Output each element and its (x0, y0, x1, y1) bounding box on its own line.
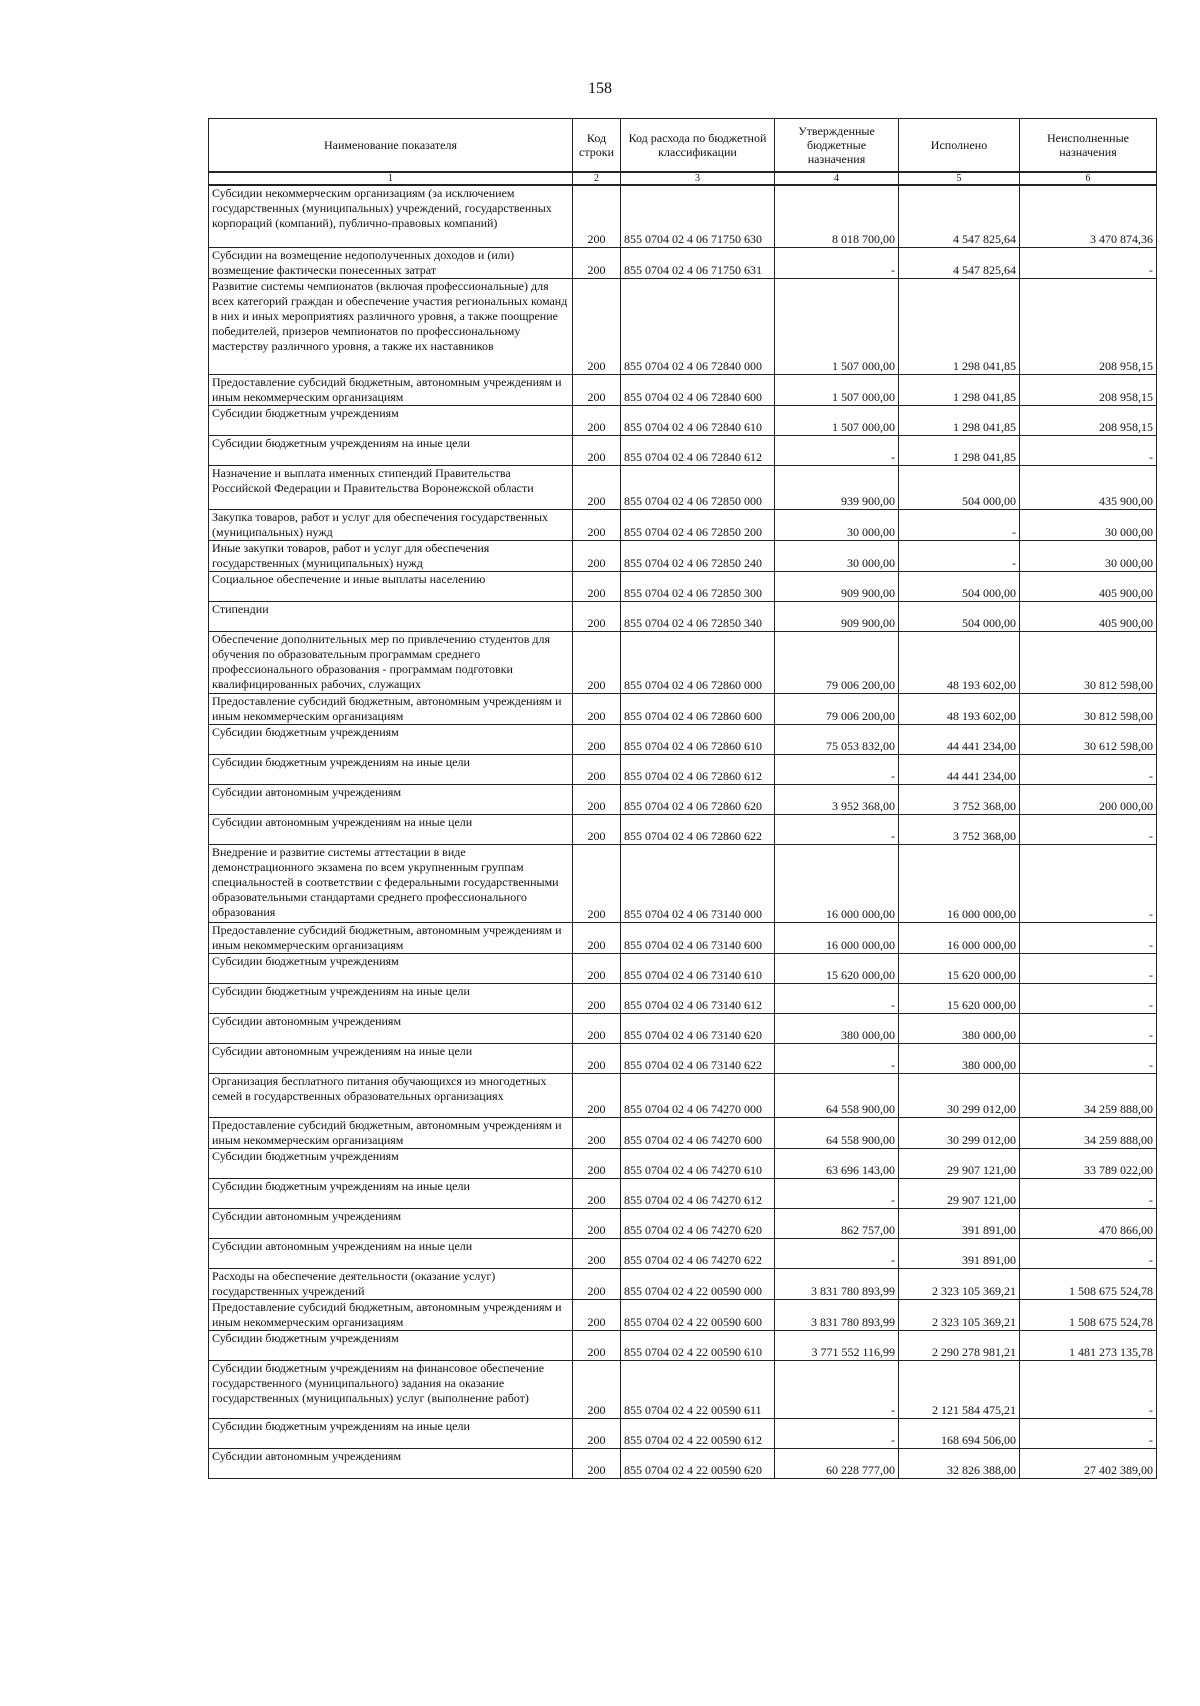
header-code: Код строки (573, 119, 621, 173)
row-approved-amount: 1 507 000,00 (775, 278, 899, 374)
table-row (209, 1299, 1157, 1330)
row-executed-amount: 44 441 234,00 (899, 754, 1020, 784)
header-unexecuted: Неисполненные назначения (1020, 119, 1157, 173)
column-number: 3 (621, 172, 775, 185)
row-name: Субсидии бюджетным учреждениям на иные цели (209, 1178, 573, 1208)
row-classification-code: 855 0704 02 4 06 72840 610 (621, 405, 775, 435)
row-executed-amount: 15 620 000,00 (899, 953, 1020, 983)
row-code: 200 (573, 953, 621, 983)
row-executed-amount: 2 323 105 369,21 (899, 1299, 1020, 1330)
row-code: 200 (573, 1268, 621, 1299)
column-number: 4 (775, 172, 899, 185)
row-code: 200 (573, 1299, 621, 1330)
row-name: Предоставление субсидий бюджетным, автономным учреждениям и иным некоммерческим организациям (209, 693, 573, 724)
table-row (209, 185, 1157, 247)
row-unexecuted-amount: 3 470 874,36 (1020, 185, 1157, 247)
row-executed-amount: 15 620 000,00 (899, 983, 1020, 1013)
row-unexecuted-amount: 1 508 675 524,78 (1020, 1299, 1157, 1330)
row-executed-amount: 48 193 602,00 (899, 631, 1020, 693)
row-unexecuted-amount: 33 789 022,00 (1020, 1148, 1157, 1178)
row-classification-code: 855 0704 02 4 06 73140 620 (621, 1013, 775, 1043)
row-classification-code: 855 0704 02 4 06 72850 200 (621, 509, 775, 540)
row-code: 200 (573, 374, 621, 405)
row-classification-code: 855 0704 02 4 06 74270 612 (621, 1178, 775, 1208)
row-name: Субсидии автономным учреждениям (209, 1013, 573, 1043)
table-row (209, 1238, 1157, 1268)
row-classification-code: 855 0704 02 4 22 00590 600 (621, 1299, 775, 1330)
row-unexecuted-amount: - (1020, 1418, 1157, 1448)
row-executed-amount: 30 299 012,00 (899, 1073, 1020, 1117)
table-row (209, 1208, 1157, 1238)
table-row (209, 1330, 1157, 1360)
row-unexecuted-amount: 435 900,00 (1020, 465, 1157, 509)
row-executed-amount: 1 298 041,85 (899, 405, 1020, 435)
row-executed-amount: 2 323 105 369,21 (899, 1268, 1020, 1299)
row-name: Субсидии бюджетным учреждениям на иные цели (209, 435, 573, 465)
table-row (209, 1073, 1157, 1117)
row-executed-amount: 504 000,00 (899, 601, 1020, 631)
row-name: Субсидии автономным учреждениям на иные цели (209, 1238, 573, 1268)
table-row (209, 247, 1157, 278)
table-row (209, 1178, 1157, 1208)
row-code: 200 (573, 1360, 621, 1418)
row-classification-code: 855 0704 02 4 06 74270 600 (621, 1117, 775, 1148)
row-approved-amount: 16 000 000,00 (775, 844, 899, 922)
row-unexecuted-amount: 30 612 598,00 (1020, 724, 1157, 754)
row-name: Предоставление субсидий бюджетным, автономным учреждениям и иным некоммерческим организациям (209, 922, 573, 953)
row-unexecuted-amount: 1 508 675 524,78 (1020, 1268, 1157, 1299)
table-row (209, 1268, 1157, 1299)
row-unexecuted-amount: 208 958,15 (1020, 278, 1157, 374)
row-classification-code: 855 0704 02 4 06 72850 240 (621, 540, 775, 571)
row-unexecuted-amount: 405 900,00 (1020, 601, 1157, 631)
row-code: 200 (573, 1448, 621, 1478)
row-approved-amount: 380 000,00 (775, 1013, 899, 1043)
table-row (209, 571, 1157, 601)
row-classification-code: 855 0704 02 4 06 71750 631 (621, 247, 775, 278)
row-executed-amount: 32 826 388,00 (899, 1448, 1020, 1478)
row-code: 200 (573, 631, 621, 693)
row-approved-amount: - (775, 1178, 899, 1208)
row-approved-amount: - (775, 754, 899, 784)
row-code: 200 (573, 1178, 621, 1208)
row-name: Субсидии бюджетным учреждениям (209, 1148, 573, 1178)
row-approved-amount: 3 952 368,00 (775, 784, 899, 814)
row-executed-amount: 380 000,00 (899, 1013, 1020, 1043)
row-name: Субсидии автономным учреждениям на иные цели (209, 1043, 573, 1073)
row-unexecuted-amount: 34 259 888,00 (1020, 1073, 1157, 1117)
table-row (209, 540, 1157, 571)
row-unexecuted-amount: - (1020, 435, 1157, 465)
table-row (209, 754, 1157, 784)
row-classification-code: 855 0704 02 4 22 00590 612 (621, 1418, 775, 1448)
row-unexecuted-amount: - (1020, 754, 1157, 784)
row-code: 200 (573, 1043, 621, 1073)
table-row (209, 922, 1157, 953)
row-unexecuted-amount: 30 812 598,00 (1020, 693, 1157, 724)
table-row (209, 693, 1157, 724)
row-code: 200 (573, 754, 621, 784)
row-approved-amount: 30 000,00 (775, 540, 899, 571)
row-executed-amount: 29 907 121,00 (899, 1148, 1020, 1178)
row-classification-code: 855 0704 02 4 22 00590 610 (621, 1330, 775, 1360)
row-classification-code: 855 0704 02 4 06 72840 600 (621, 374, 775, 405)
table-row (209, 1148, 1157, 1178)
row-approved-amount: 1 507 000,00 (775, 374, 899, 405)
row-approved-amount: 909 900,00 (775, 601, 899, 631)
row-approved-amount: 79 006 200,00 (775, 631, 899, 693)
row-code: 200 (573, 922, 621, 953)
row-name: Субсидии бюджетным учреждениям на иные цели (209, 754, 573, 784)
table-row (209, 1043, 1157, 1073)
row-unexecuted-amount: - (1020, 1178, 1157, 1208)
row-unexecuted-amount: 1 481 273 135,78 (1020, 1330, 1157, 1360)
row-code: 200 (573, 509, 621, 540)
row-unexecuted-amount: - (1020, 247, 1157, 278)
row-code: 200 (573, 693, 621, 724)
row-name: Субсидии автономным учреждениям на иные цели (209, 814, 573, 844)
row-code: 200 (573, 278, 621, 374)
row-approved-amount: 862 757,00 (775, 1208, 899, 1238)
row-unexecuted-amount: 30 812 598,00 (1020, 631, 1157, 693)
table-row (209, 509, 1157, 540)
row-executed-amount: 1 298 041,85 (899, 435, 1020, 465)
table-row (209, 953, 1157, 983)
row-unexecuted-amount: - (1020, 1360, 1157, 1418)
row-executed-amount: 2 290 278 981,21 (899, 1330, 1020, 1360)
row-classification-code: 855 0704 02 4 22 00590 620 (621, 1448, 775, 1478)
row-unexecuted-amount: - (1020, 1013, 1157, 1043)
row-name: Назначение и выплата именных стипендий Правительства Российской Федерации и Правительства Воронежской области (209, 465, 573, 509)
row-classification-code: 855 0704 02 4 06 73140 000 (621, 844, 775, 922)
row-approved-amount: 60 228 777,00 (775, 1448, 899, 1478)
row-executed-amount: 504 000,00 (899, 465, 1020, 509)
row-unexecuted-amount: 30 000,00 (1020, 540, 1157, 571)
row-name: Субсидии бюджетным учреждениям (209, 405, 573, 435)
row-approved-amount: 64 558 900,00 (775, 1117, 899, 1148)
row-unexecuted-amount: 27 402 389,00 (1020, 1448, 1157, 1478)
row-name: Обеспечение дополнительных мер по привлечению студентов для обучения по образовательным программам среднего профессионального образования - программам подготовки квалифицированных рабочих, служащих (209, 631, 573, 693)
row-approved-amount: - (775, 1238, 899, 1268)
row-name: Субсидии на возмещение недополученных доходов и (или) возмещение фактически понесенных затрат (209, 247, 573, 278)
row-name: Субсидии бюджетным учреждениям на финансовое обеспечение государственного (муниципального) задания на оказание государственных (муниципальных) услуг (выполнение работ) (209, 1360, 573, 1418)
column-number: 6 (1020, 172, 1157, 185)
row-approved-amount: - (775, 983, 899, 1013)
row-executed-amount: 44 441 234,00 (899, 724, 1020, 754)
row-unexecuted-amount: - (1020, 1238, 1157, 1268)
row-classification-code: 855 0704 02 4 06 74270 000 (621, 1073, 775, 1117)
table-row (209, 1013, 1157, 1043)
table-row (209, 983, 1157, 1013)
row-classification-code: 855 0704 02 4 06 74270 622 (621, 1238, 775, 1268)
row-approved-amount: 75 053 832,00 (775, 724, 899, 754)
table-row (209, 435, 1157, 465)
row-name: Стипендии (209, 601, 573, 631)
row-code: 200 (573, 1117, 621, 1148)
row-executed-amount: 48 193 602,00 (899, 693, 1020, 724)
row-classification-code: 855 0704 02 4 06 72860 000 (621, 631, 775, 693)
row-executed-amount: 1 298 041,85 (899, 278, 1020, 374)
row-executed-amount: 4 547 825,64 (899, 247, 1020, 278)
table-body (209, 185, 1157, 1478)
row-executed-amount: 2 121 584 475,21 (899, 1360, 1020, 1418)
row-code: 200 (573, 1238, 621, 1268)
row-executed-amount: 4 547 825,64 (899, 185, 1020, 247)
column-number: 1 (209, 172, 573, 185)
row-code: 200 (573, 247, 621, 278)
row-name: Субсидии бюджетным учреждениям на иные цели (209, 983, 573, 1013)
table-row (209, 374, 1157, 405)
row-unexecuted-amount: 200 000,00 (1020, 784, 1157, 814)
row-approved-amount: - (775, 435, 899, 465)
row-approved-amount: 939 900,00 (775, 465, 899, 509)
row-approved-amount: 1 507 000,00 (775, 405, 899, 435)
row-name: Социальное обеспечение и иные выплаты населению (209, 571, 573, 601)
row-code: 200 (573, 814, 621, 844)
row-name: Субсидии бюджетным учреждениям (209, 1330, 573, 1360)
row-classification-code: 855 0704 02 4 06 73140 622 (621, 1043, 775, 1073)
row-executed-amount: - (899, 540, 1020, 571)
row-executed-amount: 3 752 368,00 (899, 814, 1020, 844)
table-row (209, 405, 1157, 435)
column-number: 5 (899, 172, 1020, 185)
row-classification-code: 855 0704 02 4 06 72860 610 (621, 724, 775, 754)
row-unexecuted-amount: - (1020, 844, 1157, 922)
row-executed-amount: 380 000,00 (899, 1043, 1020, 1073)
row-code: 200 (573, 435, 621, 465)
row-classification-code: 855 0704 02 4 06 72860 612 (621, 754, 775, 784)
table-row (209, 1117, 1157, 1148)
row-unexecuted-amount: 34 259 888,00 (1020, 1117, 1157, 1148)
page-number: 158 (588, 80, 612, 97)
row-name: Субсидии бюджетным учреждениям (209, 724, 573, 754)
row-code: 200 (573, 1073, 621, 1117)
header-approved: Утвержденные бюджетные назначения (775, 119, 899, 173)
row-approved-amount: - (775, 1043, 899, 1073)
row-approved-amount: 64 558 900,00 (775, 1073, 899, 1117)
row-name: Субсидии бюджетным учреждениям (209, 953, 573, 983)
row-approved-amount: - (775, 1360, 899, 1418)
row-executed-amount: 16 000 000,00 (899, 922, 1020, 953)
header-classification: Код расхода по бюджетной классификации (621, 119, 775, 173)
row-code: 200 (573, 1148, 621, 1178)
row-approved-amount: 8 018 700,00 (775, 185, 899, 247)
row-unexecuted-amount: - (1020, 814, 1157, 844)
row-executed-amount: 29 907 121,00 (899, 1178, 1020, 1208)
table-row (209, 465, 1157, 509)
row-code: 200 (573, 983, 621, 1013)
row-classification-code: 855 0704 02 4 06 71750 630 (621, 185, 775, 247)
row-name: Расходы на обеспечение деятельности (оказание услуг) государственных учреждений (209, 1268, 573, 1299)
row-executed-amount: 504 000,00 (899, 571, 1020, 601)
row-name: Субсидии автономным учреждениям (209, 1208, 573, 1238)
row-approved-amount: 63 696 143,00 (775, 1148, 899, 1178)
row-unexecuted-amount: 470 866,00 (1020, 1208, 1157, 1238)
row-executed-amount: 1 298 041,85 (899, 374, 1020, 405)
row-approved-amount: - (775, 1418, 899, 1448)
table-row (209, 1360, 1157, 1418)
row-unexecuted-amount: 30 000,00 (1020, 509, 1157, 540)
table-row (209, 784, 1157, 814)
row-code: 200 (573, 465, 621, 509)
row-approved-amount: - (775, 814, 899, 844)
row-classification-code: 855 0704 02 4 22 00590 000 (621, 1268, 775, 1299)
row-executed-amount: 391 891,00 (899, 1238, 1020, 1268)
budget-execution-table (208, 118, 1157, 1479)
row-classification-code: 855 0704 02 4 06 72850 000 (621, 465, 775, 509)
row-approved-amount: 3 831 780 893,99 (775, 1299, 899, 1330)
row-approved-amount: 909 900,00 (775, 571, 899, 601)
row-executed-amount: 16 000 000,00 (899, 844, 1020, 922)
row-code: 200 (573, 784, 621, 814)
row-code: 200 (573, 1418, 621, 1448)
row-classification-code: 855 0704 02 4 06 72850 340 (621, 601, 775, 631)
table-header-row (209, 119, 1157, 173)
table-row (209, 631, 1157, 693)
row-name: Иные закупки товаров, работ и услуг для обеспечения государственных (муниципальных) нужд (209, 540, 573, 571)
row-code: 200 (573, 1013, 621, 1043)
row-unexecuted-amount: 208 958,15 (1020, 374, 1157, 405)
row-classification-code: 855 0704 02 4 06 74270 610 (621, 1148, 775, 1178)
row-approved-amount: 79 006 200,00 (775, 693, 899, 724)
row-executed-amount: 30 299 012,00 (899, 1117, 1020, 1148)
row-classification-code: 855 0704 02 4 06 73140 600 (621, 922, 775, 953)
row-name: Закупка товаров, работ и услуг для обеспечения государственных (муниципальных) нужд (209, 509, 573, 540)
row-approved-amount: 16 000 000,00 (775, 922, 899, 953)
row-code: 200 (573, 540, 621, 571)
row-code: 200 (573, 724, 621, 754)
row-name: Субсидии бюджетным учреждениям на иные цели (209, 1418, 573, 1448)
row-name: Развитие системы чемпионатов (включая профессиональные) для всех категорий граждан и обеспечение участия региональных команд в них и иных мероприятиях различного уровня, а также поощрение победителей, призеров чемпионатов по профессиональному мастерству различного уровня, а также их наставников (209, 278, 573, 374)
row-executed-amount: 391 891,00 (899, 1208, 1020, 1238)
row-classification-code: 855 0704 02 4 06 72840 612 (621, 435, 775, 465)
row-approved-amount: 3 771 552 116,99 (775, 1330, 899, 1360)
row-executed-amount: - (899, 509, 1020, 540)
table-row (209, 1448, 1157, 1478)
table-row (209, 814, 1157, 844)
row-code: 200 (573, 1330, 621, 1360)
row-classification-code: 855 0704 02 4 06 73140 612 (621, 983, 775, 1013)
row-classification-code: 855 0704 02 4 06 72850 300 (621, 571, 775, 601)
row-unexecuted-amount: - (1020, 953, 1157, 983)
column-number-row (209, 172, 1157, 185)
row-name: Организация бесплатного питания обучающихся из многодетных семей в государственных образовательных организациях (209, 1073, 573, 1117)
table-row (209, 1418, 1157, 1448)
row-unexecuted-amount: 208 958,15 (1020, 405, 1157, 435)
row-code: 200 (573, 571, 621, 601)
row-code: 200 (573, 405, 621, 435)
row-executed-amount: 168 694 506,00 (899, 1418, 1020, 1448)
row-name: Субсидии автономным учреждениям (209, 784, 573, 814)
row-name: Предоставление субсидий бюджетным, автономным учреждениям и иным некоммерческим организациям (209, 1299, 573, 1330)
table-row (209, 844, 1157, 922)
header-name: Наименование показателя (209, 119, 573, 173)
row-classification-code: 855 0704 02 4 06 72860 622 (621, 814, 775, 844)
row-classification-code: 855 0704 02 4 06 72860 600 (621, 693, 775, 724)
row-name: Предоставление субсидий бюджетным, автономным учреждениям и иным некоммерческим организациям (209, 374, 573, 405)
row-name: Субсидии автономным учреждениям (209, 1448, 573, 1478)
row-code: 200 (573, 185, 621, 247)
table-row (209, 278, 1157, 374)
row-name: Предоставление субсидий бюджетным, автономным учреждениям и иным некоммерческим организациям (209, 1117, 573, 1148)
row-approved-amount: 15 620 000,00 (775, 953, 899, 983)
header-executed: Исполнено (899, 119, 1020, 173)
row-unexecuted-amount: - (1020, 983, 1157, 1013)
table-row (209, 724, 1157, 754)
row-executed-amount: 3 752 368,00 (899, 784, 1020, 814)
row-name: Внедрение и развитие системы аттестации в виде демонстрационного экзамена по всем укрупненным группам специальностей в соответствии с федеральными государственными образовательными стандартами среднего профессионального образования (209, 844, 573, 922)
row-approved-amount: 3 831 780 893,99 (775, 1268, 899, 1299)
row-classification-code: 855 0704 02 4 06 74270 620 (621, 1208, 775, 1238)
row-name: Субсидии некоммерческим организациям (за исключением государственных (муниципальных) учреждений, государственных корпораций (компаний), публично-правовых компаний) (209, 185, 573, 247)
row-classification-code: 855 0704 02 4 22 00590 611 (621, 1360, 775, 1418)
row-unexecuted-amount: - (1020, 1043, 1157, 1073)
row-code: 200 (573, 1208, 621, 1238)
row-classification-code: 855 0704 02 4 06 73140 610 (621, 953, 775, 983)
row-code: 200 (573, 844, 621, 922)
row-approved-amount: 30 000,00 (775, 509, 899, 540)
row-unexecuted-amount: - (1020, 922, 1157, 953)
row-classification-code: 855 0704 02 4 06 72840 000 (621, 278, 775, 374)
row-classification-code: 855 0704 02 4 06 72860 620 (621, 784, 775, 814)
table-row (209, 601, 1157, 631)
column-number: 2 (573, 172, 621, 185)
row-approved-amount: - (775, 247, 899, 278)
row-code: 200 (573, 601, 621, 631)
row-unexecuted-amount: 405 900,00 (1020, 571, 1157, 601)
